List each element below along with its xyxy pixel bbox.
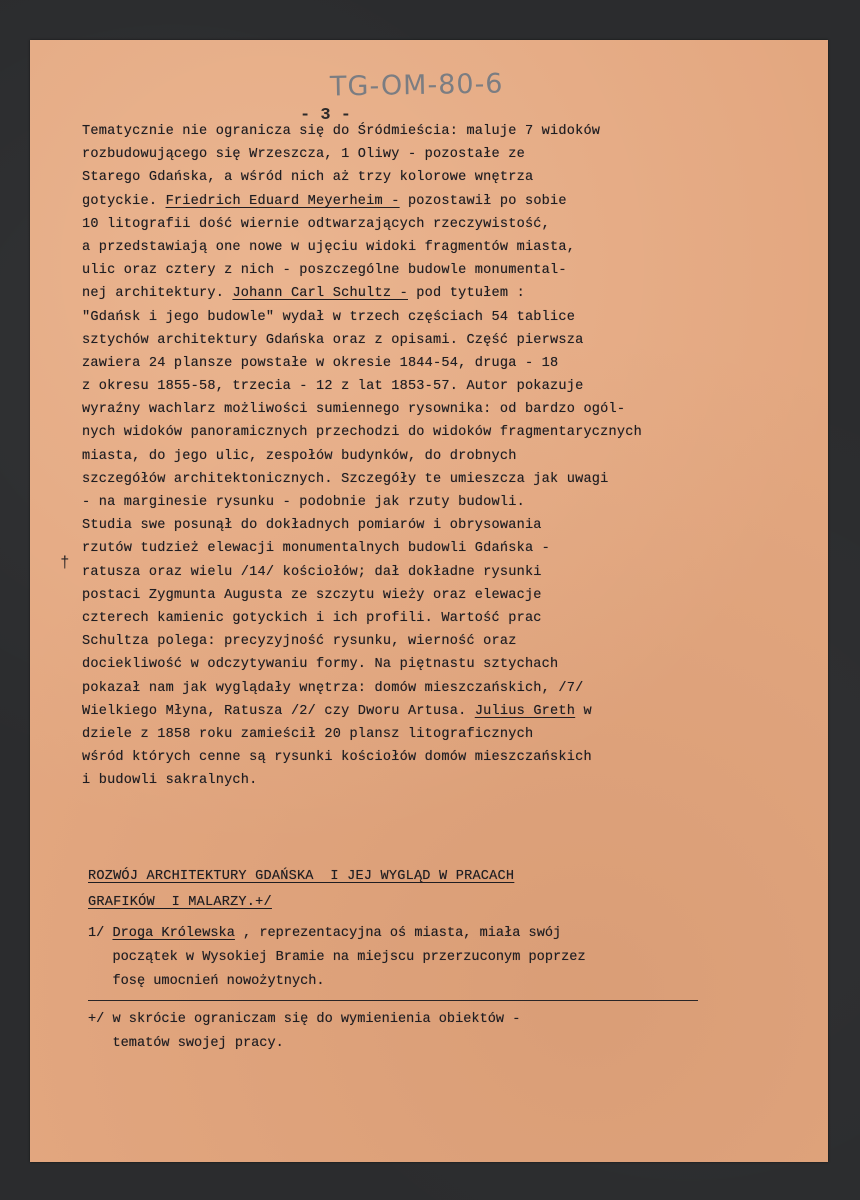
text-line: pokazał nam jak wyglądały wnętrza: domów mieszczańskich, /7/ <box>82 680 584 696</box>
text-line: szczegółów architektonicznych. Szczegóły te umieszcza jak uwagi <box>82 471 609 487</box>
text-line: nych widoków panoramicznych przechodzi do widoków fragmentarycznych <box>82 425 642 441</box>
footnote-line: +/ w skrócie ograniczam się do wymienienia obiektów - <box>88 1012 521 1027</box>
page-number: - 3 - <box>300 106 352 125</box>
text-line: postaci Zygmunta Augusta ze szczytu wieży oraz elewacje <box>82 587 542 603</box>
text-line: dociekliwość w odczytywaniu formy. Na piętnastu sztychach <box>82 657 559 673</box>
handwritten-signature-annotation: TG-OM-80-6 <box>329 68 504 103</box>
text-line: - na marginesie rysunku - podobnie jak rzuty budowli. <box>82 495 525 510</box>
text-line: 10 litografii dość wiernie odtwarzających rzeczywistość, <box>82 216 551 232</box>
margin-mark: † <box>60 554 70 572</box>
heading-line: ROZWÓJ ARCHITEKTURY GDAŃSKA I JEJ WYGLĄD W PRACACH <box>88 869 515 884</box>
text-fragment: gotyckie. <box>82 193 166 209</box>
heading-line: GRAFIKÓW I MALARZY.+/ <box>88 895 272 910</box>
text-line: wyraźny wachlarz możliwości sumiennego rysownika: od bardzo ogól- <box>82 402 626 418</box>
underlined-name: Julius Greth <box>474 703 576 719</box>
list-number: 1/ <box>88 926 113 941</box>
text-line: a przedstawiają one nowe w ujęciu widoki fragmentów miasta, <box>82 239 576 255</box>
text-line: i budowli sakralnych. <box>82 773 258 789</box>
text-fragment: , reprezentacyjna oś miasta, miała swój <box>234 926 562 941</box>
text-line: Studia swe posunął do dokładnych pomiarów i obrysowania <box>82 518 542 534</box>
text-line: rozbudowującego się Wrzeszcza, 1 Oliwy - pozostałe ze <box>82 147 525 163</box>
text-line <box>82 190 782 213</box>
text-line: z okresu 1855-58, trzecia - 12 z lat 1853-57. Autor pokazuje <box>82 379 584 395</box>
section-heading <box>88 864 708 916</box>
text-fragment: Wielkiego Młyna, Ratusza /2/ czy Dworu Artusa. <box>82 703 475 719</box>
footnote <box>88 1008 708 1056</box>
text-fragment: pozostawił po sobie <box>399 193 567 209</box>
text-fragment: nej architektury. <box>82 286 233 302</box>
numbered-list <box>88 922 708 994</box>
text-line: ratusza oraz wielu /14/ kościołów; dał dokładne rysunki <box>82 564 542 580</box>
text-line: wśród których cenne są rysunki kościołów domów mieszczańskich <box>82 750 592 766</box>
text-fragment: pod tytułem : <box>407 286 525 302</box>
footnote-line: tematów swojej pracy. <box>88 1036 284 1051</box>
text-fragment: w <box>575 703 592 719</box>
underlined-name: Friedrich Eduard Meyerheim - <box>165 193 400 209</box>
text-line: miasta, do jego ulic, zespołów budynków, do drobnych <box>82 448 517 464</box>
text-line <box>82 700 782 723</box>
list-item-line: początek w Wysokiej Bramie na miejscu przerzuconym poprzez <box>88 950 586 965</box>
list-item-line <box>88 922 708 946</box>
text-line: zawiera 24 plansze powstałe w okresie 1844-54, druga - 18 <box>82 355 559 371</box>
body-paragraph <box>82 120 782 792</box>
footnote-divider <box>88 1000 698 1001</box>
list-item-line: fosę umocnień nowożytnych. <box>88 974 325 989</box>
text-line: dziele z 1858 roku zamieścił 20 plansz litograficznych <box>82 726 534 742</box>
text-line: Starego Gdańska, a wśród nich aż trzy kolorowe wnętrza <box>82 170 534 186</box>
text-line <box>82 282 782 305</box>
text-line: ulic oraz cztery z nich - poszczególne budowle monumental- <box>82 263 567 279</box>
text-line: "Gdańsk i jego budowle" wydał w trzech częściach 54 tablice <box>82 309 576 325</box>
text-line: sztychów architektury Gdańska oraz z opisami. Część pierwsza <box>82 332 584 348</box>
underlined-term: Droga Królewska <box>112 926 235 941</box>
text-line: rzutów tudzież elewacji monumentalnych budowli Gdańska - <box>82 541 551 557</box>
text-line: Schultza polega: precyzyjność rysunku, wierność oraz <box>82 634 517 650</box>
text-line: czterech kamienic gotyckich i ich profili. Wartość prac <box>82 610 542 626</box>
text-line: Tematycznie nie ogranicza się do Śródmieścia: maluje 7 widoków <box>82 124 601 139</box>
underlined-name: Johann Carl Schultz - <box>232 286 408 302</box>
